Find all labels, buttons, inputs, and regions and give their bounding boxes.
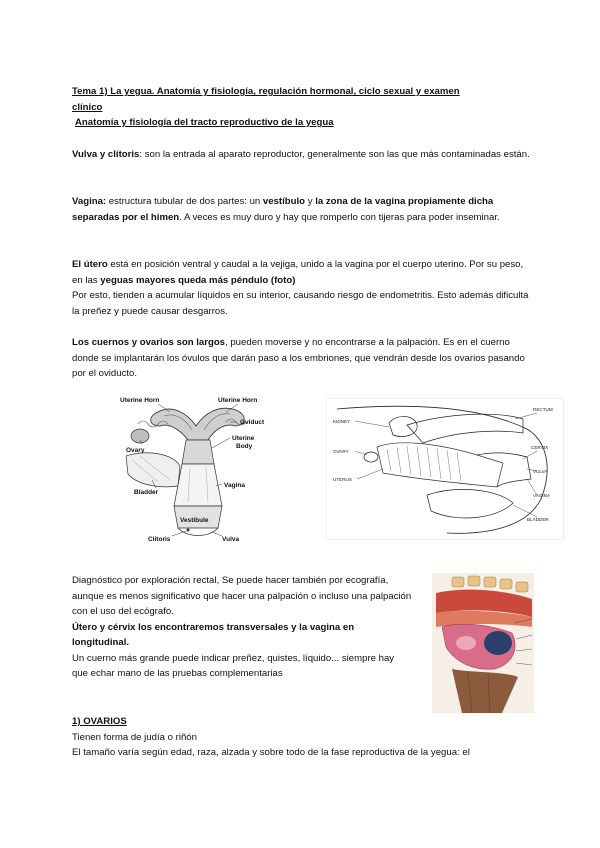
bladder-shape — [427, 489, 513, 518]
text-cuernos: , pueden moverse y no encontrarse a la palpación. Es en el cuerno donde se implantarán los óvulos que darán paso a los embriones, que vendrán desde los ovarios pasando por el oviducto. — [72, 337, 525, 379]
body-outline-shape — [337, 406, 547, 533]
doc-title-line1: Tema 1) La yegua. Anatomía y fisiología, regulación hormonal, ciclo sexual y examen — [72, 86, 460, 97]
uterus-shape — [377, 443, 503, 487]
uterus-diagram-svg — [118, 394, 278, 546]
figure-colored-anatomy — [432, 573, 534, 713]
organ-dark-shape — [484, 631, 512, 655]
colored-anatomy-svg — [432, 573, 534, 713]
lateral-diagram-svg — [327, 399, 563, 539]
ovary-shape — [364, 452, 378, 462]
term-utero: El útero — [72, 259, 108, 270]
doc-title-line2: clínico — [72, 101, 103, 113]
doc-subtitle: Anatomía y fisiología del tracto reproductivo de la yegua — [75, 117, 334, 128]
label-bladder: Bladder — [134, 489, 159, 496]
label-uterine-horn-right: Uterine Horn — [218, 397, 258, 404]
figure-uterus-diagram — [118, 394, 278, 546]
label-ovary: Ovary — [126, 447, 145, 454]
label-clitoris: Clitoris — [148, 536, 171, 543]
label-bladder: BLADDER — [527, 517, 549, 522]
kidney-shape — [389, 416, 417, 436]
vagina-shape — [174, 464, 222, 506]
label-ovary: OVARY — [333, 449, 349, 454]
label-vagina: VAGINA — [533, 493, 551, 498]
bold-utero-cervix: Útero y cérvix los encontraremos transversales y la vagina en longitudinal. — [72, 621, 355, 648]
heading-ovarios: 1) OVARIOS — [72, 716, 127, 727]
paragraph-vulva — [72, 147, 532, 163]
label-oviduct: Oviduct — [240, 419, 265, 426]
title-block — [72, 84, 532, 131]
label-vagina: Vagina — [224, 482, 245, 489]
text-vagina-1: estructura tubular de dos partes: un — [106, 196, 263, 207]
rectum-shape — [407, 414, 523, 443]
label-vestibule: Vestibule — [180, 517, 209, 524]
label-vulva: VULVA — [533, 469, 548, 474]
uterine-horns-shape — [151, 408, 245, 440]
text-utero-2: Por esto, tienden a acumular líquidos en su interior, causando riesgo de endometritis. Esto además dificulta la preñez y puede causar desgarros. — [72, 290, 529, 317]
ovary-shape — [131, 429, 149, 443]
bold-vestibulo: vestíbulo — [262, 196, 306, 207]
bold-yeguas-mayores: yeguas mayores queda más péndulo (foto) — [100, 274, 296, 286]
paragraph-utero — [72, 257, 532, 319]
text-diagnostico-1: Diagnóstico por exploración rectal, Se puede hacer también por ecografía, aunque es menos significativo que hacer una palpación o incluso una palpación con el uso del ecógrafo. — [72, 575, 412, 617]
text-ovarios-2: El tamaño varía según edad, raza, alzada y sobre todo de la fase reproductiva de la yegua: el — [72, 747, 470, 758]
label-rectum: RECTUM — [533, 407, 553, 412]
label-cervix: CERVIX — [531, 445, 549, 450]
label-kidney: KIDNEY — [333, 419, 351, 424]
term-vagina: Vagina: — [72, 196, 107, 207]
label-uterine-body-1: Uterine — [232, 435, 255, 442]
vagina-shape — [477, 453, 531, 487]
text-diagnostico-2: Un cuerno más grande puede indicar preñez, quistes, líquido... siempre hay que echar mano de las pruebas complementarias — [72, 652, 395, 679]
section-ovarios — [72, 714, 532, 761]
paragraph-diagnostico — [72, 573, 412, 682]
text-vagina-3: . A veces es muy duro y hay que romperlo con tijeras para poder inseminar. — [179, 211, 500, 223]
text-vulva: : son la entrada al aparato reproductor, generalmente son las que más contaminadas están. — [139, 149, 530, 160]
uterine-body-shape — [182, 440, 214, 464]
label-uterine-body-2: Body — [236, 443, 253, 450]
label-vulva: Vulva — [222, 536, 240, 543]
label-uterine-horn-left: Uterine Horn — [120, 397, 160, 404]
text-ovarios-1: Tienen forma de judía o riñón — [72, 731, 197, 743]
term-vulva: Vulva y clítoris — [72, 149, 140, 160]
label-uterus: UTERUS — [333, 477, 352, 482]
clitoris-shape — [187, 529, 190, 532]
term-cuernos: Los cuernos y ovarios son largos — [72, 337, 226, 348]
paragraph-cuernos — [72, 335, 532, 382]
text-utero-1: está en posición ventral y caudal a la vejiga, unido a la vagina por el cuerpo uterino. Por su peso, en las — [72, 259, 524, 286]
bold-himen: la zona de la vagina propiamente dicha separadas por el himen — [72, 196, 494, 223]
paragraph-vagina — [72, 194, 532, 225]
text-vagina-2: y — [305, 196, 316, 207]
figure-lateral-diagram — [326, 398, 564, 540]
